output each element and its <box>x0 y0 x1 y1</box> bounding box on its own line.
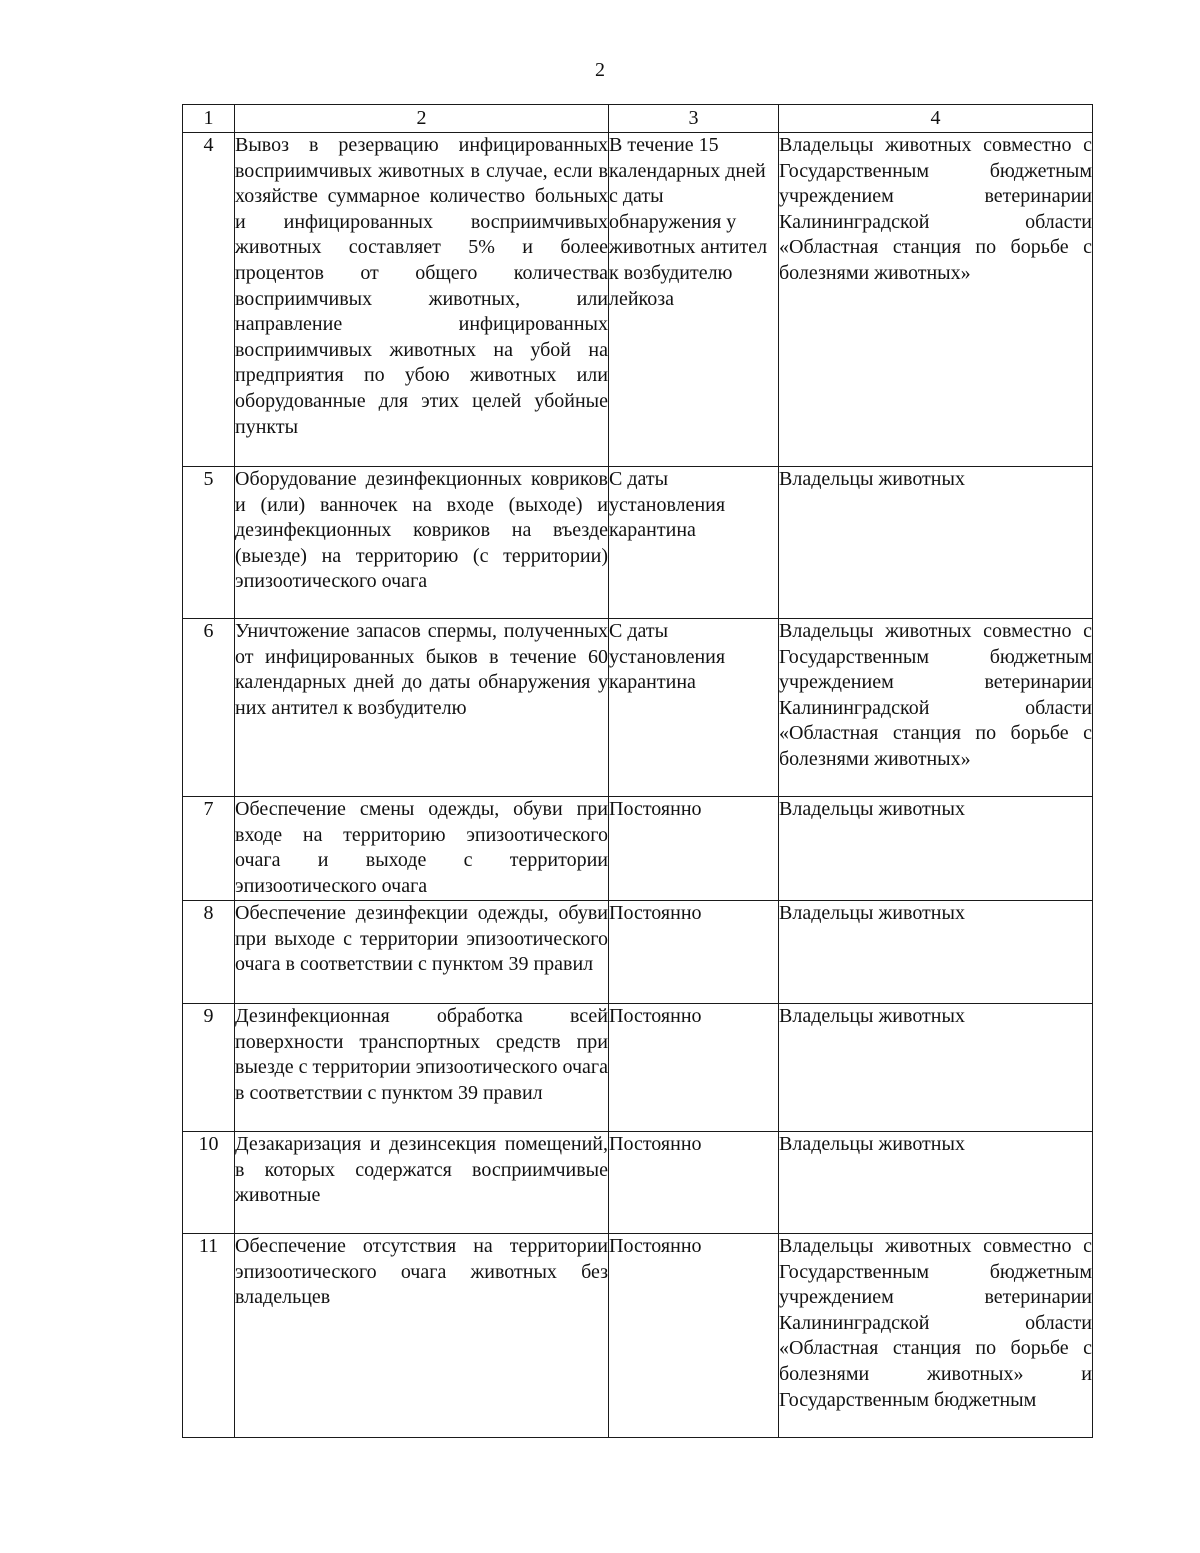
table-row <box>183 619 1093 797</box>
measure-cell: Оборудование дезинфекционных ковриков и (или) ванночек на входе (выходе) и дезинфекционных ковриков на въезде (выезде) на территорию (с территории) эпизоотического очага <box>235 467 609 619</box>
term-cell: Постоянно <box>609 901 779 1004</box>
column-header-measure: 2 <box>235 105 609 133</box>
row-number: 5 <box>183 467 235 619</box>
column-header-term: 3 <box>609 105 779 133</box>
table-row <box>183 797 1093 901</box>
responsible-cell: Владельцы животных совместно с Государственным бюджетным учреждением ветеринарии Калининградской области «Областная станция по борьбе с болезнями животных» <box>779 619 1093 797</box>
measure-cell: Обеспечение смены одежды, обуви при входе на территорию эпизоотического очага и выходе с территории эпизоотического очага <box>235 797 609 901</box>
table-row <box>183 467 1093 619</box>
measure-cell: Дезакаризация и дезинсекция помещений, в которых содержатся восприимчивые животные <box>235 1132 609 1234</box>
term-cell: С даты установления карантина <box>609 619 779 797</box>
responsible-cell: Владельцы животных совместно с Государственным бюджетным учреждением ветеринарии Калининградской области «Областная станция по борьбе с болезнями животных» <box>779 133 1093 467</box>
responsible-cell: Владельцы животных <box>779 1132 1093 1234</box>
measures-table <box>182 104 1093 1438</box>
table-row <box>183 133 1093 467</box>
term-cell: Постоянно <box>609 1004 779 1132</box>
responsible-cell: Владельцы животных <box>779 901 1093 1004</box>
page-number: 2 <box>595 59 605 81</box>
table-row <box>183 901 1093 1004</box>
term-cell: В течение 15 календарных дней с даты обнаружения у животных антител к возбудителю лейкоза <box>609 133 779 467</box>
row-number: 9 <box>183 1004 235 1132</box>
measure-cell: Обеспечение дезинфекции одежды, обуви при выходе с территории эпизоотического очага в соответствии с пунктом 39 правил <box>235 901 609 1004</box>
table-row <box>183 1234 1093 1438</box>
term-cell: С даты установления карантина <box>609 467 779 619</box>
measure-cell: Обеспечение отсутствия на территории эпизоотического очага животных без владельцев <box>235 1234 609 1438</box>
table-row <box>183 1132 1093 1234</box>
measure-cell: Дезинфекционная обработка всей поверхности транспортных средств при выезде с территории эпизоотического очага в соответствии с пунктом 39 правил <box>235 1004 609 1132</box>
row-number: 7 <box>183 797 235 901</box>
row-number: 11 <box>183 1234 235 1438</box>
column-header-responsible: 4 <box>779 105 1093 133</box>
row-number: 4 <box>183 133 235 467</box>
responsible-cell: Владельцы животных <box>779 467 1093 619</box>
measure-cell: Уничтожение запасов спермы, полученных от инфицированных быков в течение 60 календарных дней до даты обнаружения у них антител к возбудителю <box>235 619 609 797</box>
responsible-cell: Владельцы животных <box>779 1004 1093 1132</box>
column-header-number: 1 <box>183 105 235 133</box>
table-row <box>183 1004 1093 1132</box>
row-number: 8 <box>183 901 235 1004</box>
responsible-cell: Владельцы животных <box>779 797 1093 901</box>
term-cell: Постоянно <box>609 1234 779 1438</box>
responsible-cell: Владельцы животных совместно с Государственным бюджетным учреждением ветеринарии Калининградской области «Областная станция по борьбе с болезнями животных» и Государственным бюджетным <box>779 1234 1093 1438</box>
row-number: 10 <box>183 1132 235 1234</box>
measure-cell: Вывоз в резервацию инфицированных восприимчивых животных в случае, если в хозяйстве суммарное количество больных и инфицированных восприимчивых животных составляет 5% и более процентов от общего количества восприимчивых животных, или направление инфицированных восприимчивых животных на убой на предприятия по убою животных или оборудованные для этих целей убойные пункты <box>235 133 609 467</box>
term-cell: Постоянно <box>609 1132 779 1234</box>
table-header-row <box>183 105 1093 133</box>
term-cell: Постоянно <box>609 797 779 901</box>
row-number: 6 <box>183 619 235 797</box>
